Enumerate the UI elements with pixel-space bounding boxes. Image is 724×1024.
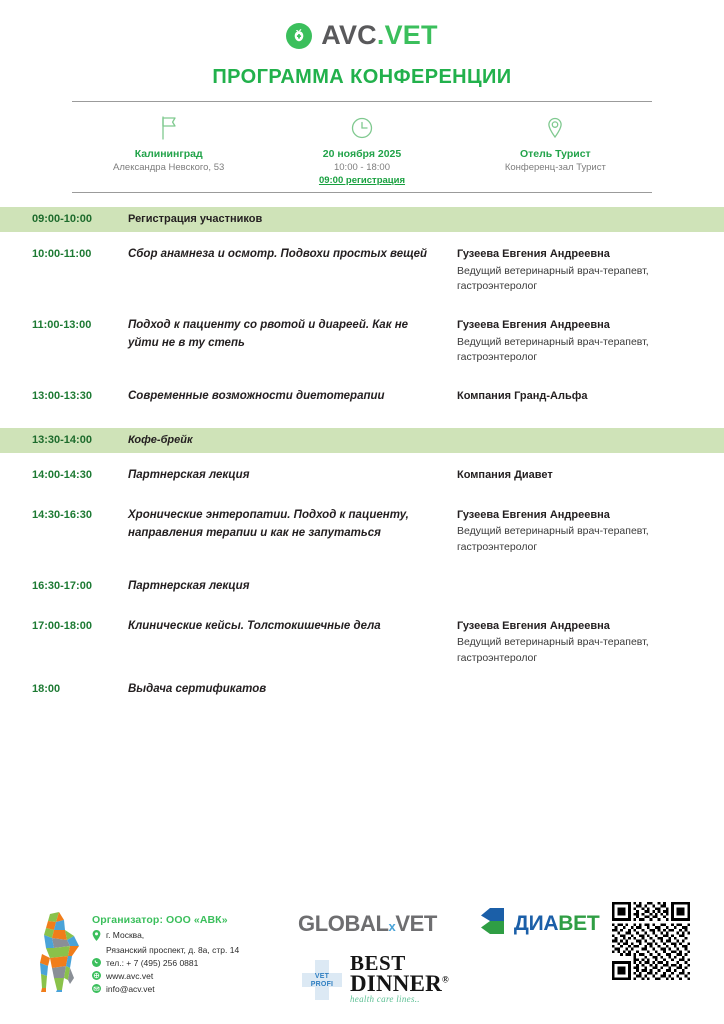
row-time: 16:30-17:00 [32, 579, 92, 592]
envelope-icon [92, 983, 101, 996]
info-venue-hall: Конференц-зал Турист [504, 162, 606, 173]
vetprofi-wordmark [298, 958, 346, 1004]
row-topic: Сбор анамнеза и осмотр. Подвохи простых вещей [128, 248, 427, 261]
info-event-hours: 10:00 - 18:00 [333, 162, 390, 173]
organizer-address-line1: г. Москва, [106, 930, 145, 940]
row-time: 14:00-14:30 [32, 468, 92, 481]
row-topic: Клинические кейсы. Толстокишечные дела [128, 619, 381, 632]
schedule-row-coffee-break [0, 428, 724, 453]
bestdinner-dinner-text [350, 971, 449, 997]
organizer-website[interactable] [92, 970, 239, 983]
schedule-list [0, 207, 724, 698]
row-time: 09:00-10:00 [32, 213, 92, 225]
row-speaker [457, 211, 692, 212]
schedule-row [0, 388, 724, 406]
vetprofi-logo [298, 958, 346, 1004]
info-city-name: Калининград [134, 148, 203, 160]
page-title: ПРОГРАММА КОНФЕРЕНЦИИ [212, 66, 512, 88]
clock-icon [269, 111, 454, 145]
row-time: 11:00-13:00 [32, 319, 92, 332]
brand-name-green: VET [384, 20, 438, 50]
organizer-email-text[interactable]: info@acv.vet [106, 984, 155, 995]
row-speaker-role: Ведущий ветеринарный врач-терапевт, гастроэнтеролог [457, 636, 649, 664]
row-speaker-role: Ведущий ветеринарный врач-терапевт, гастроэнтеролог [457, 335, 649, 364]
row-time: 13:30-14:00 [32, 433, 92, 446]
schedule-row [0, 681, 724, 699]
organizer-email[interactable] [92, 983, 239, 996]
info-event-date: 20 ноября 2025 [322, 148, 402, 160]
schedule-row-registration [0, 207, 724, 232]
info-city-address: Александра Невского, 53 [113, 162, 225, 173]
row-speaker-name: Компания Диавет [457, 468, 553, 481]
row-speaker-name: Гузеева Евгения Андреевна [457, 319, 610, 332]
globalvet-main-text: GLOBAL [298, 910, 389, 936]
row-speaker [457, 388, 692, 406]
vetprofi-line1: VET [314, 973, 330, 981]
vetprofi-line2: PROFI [310, 980, 334, 988]
brand-name-dark: AVC [321, 20, 377, 50]
bestdinner-best-text: BEST [350, 951, 406, 975]
qr-code-block[interactable] [600, 898, 690, 980]
diavet-green-text: ВЕТ [558, 912, 600, 935]
row-speaker [457, 618, 692, 667]
row-speaker-name: Гузеева Евгения Андреевна [457, 508, 610, 521]
row-topic: Регистрация участников [128, 213, 263, 225]
row-time: 17:00-18:00 [32, 619, 92, 632]
brand-name-separator: . [376, 20, 385, 50]
bestdinner-dinner-word: DINNER [350, 971, 442, 997]
row-topic: Современные возможности диетотерапии [128, 390, 385, 403]
row-topic: Кофе-брейк [128, 433, 193, 446]
registration-note: 09:00 регистрация [318, 175, 406, 186]
row-speaker [457, 578, 692, 579]
info-venue-name: Отель Турист [519, 148, 591, 160]
diavet-wordmark [514, 913, 599, 934]
info-column-venue [459, 111, 652, 173]
organizer-phone-text[interactable]: тел.: + 7 (495) 256 0881 [106, 957, 199, 968]
row-time: 10:00-11:00 [32, 248, 92, 261]
row-topic: Подход к пациенту со рвотой и диареей. Как не уйти не в ту степь [128, 319, 409, 349]
row-time: 18:00 [32, 682, 61, 695]
row-speaker-name: Гузеева Евгения Андреевна [457, 248, 610, 261]
organizer-block [34, 898, 292, 997]
globalvet-vet-text: VET [395, 910, 437, 936]
brand-wordmark [321, 22, 437, 49]
schedule-row [0, 246, 724, 295]
row-topic: Выдача сертификатов [128, 682, 267, 695]
row-speaker-name: Компания Гранд-Альфа [457, 390, 588, 403]
organizer-phone [92, 957, 239, 970]
row-speaker-role: Ведущий ветеринарный врач-терапевт, гастроэнтеролог [457, 525, 649, 553]
organizer-address-line2: Рязанский проспект, д. 8а, стр. 14 [106, 945, 240, 956]
schedule-row [0, 507, 724, 556]
info-column-city [72, 111, 265, 173]
bestdinner-tagline: health care lines.. [350, 994, 420, 1005]
schedule-row [0, 618, 724, 667]
organizer-website-text[interactable]: www.avc.vet [106, 970, 154, 981]
organizer-address [92, 929, 239, 944]
schedule-row [0, 317, 724, 366]
row-time: 13:00-13:30 [32, 390, 92, 403]
info-column-date [265, 111, 458, 173]
origami-horse-icon [34, 908, 84, 994]
globalvet-logo [298, 910, 437, 936]
row-speaker-name: Гузеева Евгения Андреевна [457, 619, 610, 632]
schedule-row [0, 467, 724, 485]
row-time: 14:30-16:30 [32, 508, 92, 521]
flag-icon [76, 111, 261, 145]
row-speaker [457, 507, 692, 556]
bestdinner-registered-mark: ® [441, 974, 449, 985]
bestdinner-logo [350, 951, 449, 1005]
row-speaker-role: Ведущий ветеринарный врач-терапевт, гастроэнтеролог [457, 264, 649, 293]
diavet-blue-text: ДИА [513, 912, 559, 935]
sponsor-logos [292, 898, 600, 1004]
globalvet-x-mark: x [388, 918, 396, 934]
location-pin-icon [463, 111, 648, 145]
row-speaker [457, 246, 692, 295]
row-speaker [457, 432, 692, 433]
row-topic: Партнерская лекция [128, 579, 250, 592]
diavet-block-icon [479, 906, 509, 941]
row-topic: Партнерская лекция [128, 468, 250, 481]
schedule-row [0, 578, 724, 596]
phone-icon [92, 957, 101, 970]
location-pin-icon [92, 929, 101, 944]
row-speaker [457, 681, 692, 682]
globe-icon [92, 970, 101, 983]
footer [0, 898, 724, 1016]
qr-code-icon[interactable] [612, 902, 690, 980]
row-speaker [457, 317, 692, 366]
brand-header [0, 0, 724, 49]
row-speaker [457, 467, 692, 485]
row-topic: Хронические энтеропатии. Подход к пациенту, направления терапии и как не запутаться [128, 508, 409, 539]
diavet-logo [479, 906, 599, 941]
organizer-title: Организатор: ООО «АВК» [92, 914, 228, 926]
apple-leaf-icon [286, 23, 312, 49]
event-info-block [72, 101, 652, 193]
